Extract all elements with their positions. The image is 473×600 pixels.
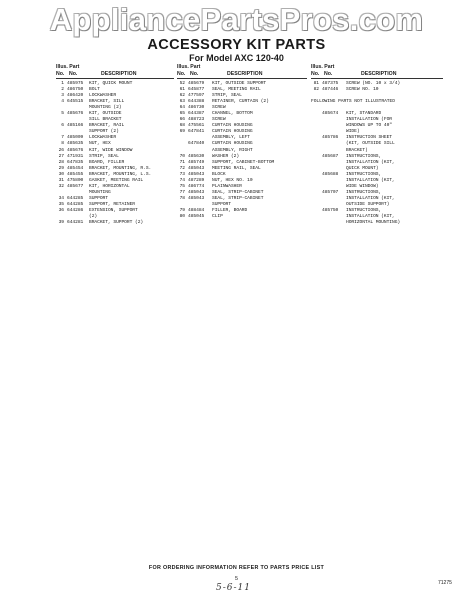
column-header-part-no: No.: [324, 71, 333, 77]
part-number: 485045: [188, 214, 205, 220]
part-number: 647840: [188, 141, 205, 147]
part-description: BOLT: [89, 87, 100, 93]
column-header-part-no: No.: [190, 71, 199, 77]
part-number: 644281: [67, 220, 84, 226]
parts-column-2: [177, 64, 307, 220]
part-description: EXTENSION, SUPPORT: [89, 207, 138, 213]
part-number: 485975: [67, 81, 84, 86]
part-description: CHANNEL, BOTTOM: [212, 111, 253, 117]
column-header-no: No.: [311, 71, 320, 77]
part-description: CURTAIN HOUSING: [212, 129, 253, 135]
part-description: CURTAIN HOUSING: [212, 141, 253, 147]
part-description: BRACKET, SILL: [89, 99, 125, 105]
illus-no: 73: [179, 171, 185, 177]
illus-no: 6: [61, 123, 64, 129]
part-number: 485786: [322, 135, 339, 141]
page-title: ACCESSORY KIT PARTS: [147, 37, 326, 53]
document-number: 71275: [438, 580, 452, 586]
part-number: 485688: [322, 171, 339, 177]
part-number: 488484: [188, 207, 205, 213]
part-description: CURTAIN HOUSING: [212, 123, 253, 129]
part-description: WINDOWS UP TO 40": [346, 123, 393, 129]
part-number: 486774: [188, 183, 205, 189]
column-header-row: [177, 71, 307, 79]
column-header-row: [56, 71, 174, 79]
column-header-no: No.: [56, 71, 65, 77]
part-description: (KIT, OUTSIDE SILL: [346, 141, 395, 147]
illus-no: 74: [179, 177, 185, 183]
part-number: 485043: [188, 171, 205, 177]
illus-no: 61: [179, 87, 185, 93]
part-description: CLIP: [212, 214, 223, 220]
column-header-description: DESCRIPTION: [101, 71, 137, 77]
part-description: INSTRUCTION SHEET: [346, 135, 393, 141]
part-number: 485009: [67, 135, 84, 141]
illus-no: 4: [61, 99, 64, 105]
illus-no: 26: [58, 147, 64, 153]
part-number: 645515: [67, 99, 84, 105]
part-number: 486730: [188, 105, 205, 111]
part-description: WASHER (2): [212, 153, 240, 159]
illus-no: 8: [61, 141, 64, 147]
part-number: 645877: [188, 87, 205, 93]
illus-no: 69: [179, 129, 185, 135]
illus-no: 3: [61, 93, 64, 99]
part-number: 488723: [188, 117, 205, 123]
part-description: INSTALLATION (KIT,: [346, 159, 395, 165]
part-description: KIT, WIDE WINDOW: [89, 147, 133, 153]
part-description: HORIZONTAL MOUNTING): [346, 220, 401, 226]
illus-no: 68: [179, 123, 185, 129]
part-number: 485674: [322, 111, 339, 117]
column-header-no: No.: [177, 71, 186, 77]
illus-no: 52: [179, 81, 185, 86]
illus-no: 28: [58, 159, 64, 165]
part-description: INSTRUCTIONS,: [346, 153, 382, 159]
part-number: 644388: [188, 99, 205, 105]
part-description: SUPPORT, CABINET-BOTTOM: [212, 159, 275, 165]
part-description: SILL BRACKET: [89, 117, 122, 123]
part-number: 485635: [67, 141, 84, 147]
part-description: LOCKWASHER: [89, 135, 117, 141]
part-description: SCREW (NO. 10 x 3/4): [346, 81, 401, 86]
part-number: 485677: [67, 183, 84, 189]
part-number: 477597: [188, 93, 205, 99]
illus-no: 81: [313, 81, 319, 86]
column-header-part-no: No.: [69, 71, 78, 77]
illus-no: 34: [58, 195, 64, 201]
handwritten-note: 5-6-11: [216, 583, 251, 593]
part-number: 475561: [188, 123, 205, 129]
model-subtitle: For Model AXC 120-40: [189, 53, 284, 63]
part-number: 485676: [67, 111, 84, 117]
part-number: 471931: [67, 153, 84, 159]
part-number: 487375: [322, 81, 339, 86]
part-description: NUT, HEX NO. 10: [212, 177, 253, 183]
part-description: SCREW: [212, 105, 226, 111]
part-number: 486750: [67, 87, 84, 93]
column-header-illus-part: Illus. Part: [311, 64, 335, 70]
part-number: 485750: [322, 207, 339, 213]
part-description: OUTSIDE SUPPORT): [346, 201, 390, 207]
part-number: 485454: [67, 165, 84, 171]
part-number: 485630: [188, 153, 205, 159]
part-description: ASSEMBLY, RIGHT: [212, 147, 253, 153]
illus-no: 7: [61, 135, 64, 141]
part-description: MOUNTING (2): [89, 105, 122, 111]
part-description: SEAL, MEETING RAIL: [212, 87, 261, 93]
illus-no: 66: [179, 117, 185, 123]
illus-no: 30: [58, 171, 64, 177]
part-description: MOUNTING: [89, 189, 111, 195]
illus-no: 72: [179, 165, 185, 171]
part-description: BRACKET, MOUNTING, R.S.: [89, 165, 152, 171]
part-number: 485749: [188, 159, 205, 165]
part-description: KIT, HORIZONTAL: [89, 183, 130, 189]
part-number: 485043: [188, 189, 205, 195]
part-description: WIDE WINDOW): [346, 183, 379, 189]
part-description: SEAL, STRIP-CABINET: [212, 195, 264, 201]
part-description: SCREW: [212, 117, 226, 123]
part-description: FOLLOWING PARTS NOT ILLUSTRATED: [311, 99, 395, 105]
part-number: 644387: [188, 111, 205, 117]
illus-no: 75: [179, 183, 185, 189]
illus-no: 63: [179, 99, 185, 105]
part-description: INSTRUCTIONS,: [346, 189, 382, 195]
part-number: 644285: [67, 201, 84, 207]
part-number: 485043: [188, 195, 205, 201]
illus-no: 2: [61, 87, 64, 93]
part-description: (2): [89, 214, 98, 220]
part-description: BLOCK: [212, 171, 226, 177]
part-number: 485679: [188, 81, 205, 86]
part-number: 485687: [322, 153, 339, 159]
part-description: SUPPORT (2): [89, 129, 119, 135]
part-description: STRIP, SEAL: [212, 93, 242, 99]
part-description: ASSEMBLY, LEFT: [212, 135, 250, 141]
illus-no: 27: [58, 153, 64, 159]
illus-no: 39: [58, 220, 64, 226]
part-description: INSTALLATION (KIT,: [346, 195, 395, 201]
part-number: 487289: [188, 177, 205, 183]
column-header-illus-part: Illus. Part: [56, 64, 80, 70]
part-description: PLAINWASHER: [212, 183, 242, 189]
illus-no: 64: [179, 105, 185, 111]
column-header-row: [311, 71, 443, 79]
part-description: SUPPORT, RETAINER: [89, 201, 136, 207]
illus-no: 29: [58, 165, 64, 171]
part-number: 486420: [67, 93, 84, 99]
part-number: 647841: [188, 129, 205, 135]
part-description: LOCKWASHER: [89, 93, 117, 99]
illus-no: 78: [179, 195, 185, 201]
illus-no: 65: [179, 111, 185, 117]
part-number: 485455: [67, 171, 84, 177]
part-description: SCREW NO. 10: [346, 87, 379, 93]
illus-no: 71: [179, 159, 185, 165]
part-description: MEETING RAIL, SEAL: [212, 165, 261, 171]
illus-no: 82: [313, 87, 319, 93]
part-description: INSTALLATION (KIT,: [346, 214, 395, 220]
column-header-description: DESCRIPTION: [361, 71, 397, 77]
illus-no: 32: [58, 183, 64, 189]
part-description: WIDE): [346, 129, 360, 135]
part-description: GASKET, MEETING RAIL: [89, 177, 144, 183]
part-description: BRACKET, MOUNTING, L.S.: [89, 171, 152, 177]
part-description: KIT, QUICK MOUNT: [89, 81, 133, 86]
parts-row: [56, 220, 174, 226]
illus-no: 1: [61, 81, 64, 86]
illus-no: 36: [58, 207, 64, 213]
part-description: INSTALLATION (KIT,: [346, 177, 395, 183]
part-number: 487446: [322, 87, 339, 93]
part-description: NUT, HEX: [89, 141, 111, 147]
part-description: STRIP, SEAL: [89, 153, 119, 159]
part-description: BOARD, FILLER: [89, 159, 125, 165]
part-description: INSTALLATION (FOR: [346, 117, 393, 123]
part-description: SEAL, STRIP-CABINET: [212, 189, 264, 195]
part-description: FILLER, BOARD: [212, 207, 248, 213]
parts-row: [177, 214, 307, 220]
part-description: BRACKET, SUPPORT (2): [89, 220, 144, 226]
column-header-illus-part: Illus. Part: [177, 64, 201, 70]
part-description: INSTRUCTIONS,: [346, 207, 382, 213]
part-number: 475800: [67, 177, 84, 183]
part-description: INSTRUCTIONS,: [346, 171, 382, 177]
part-number: 647835: [67, 159, 84, 165]
illus-no: 79: [179, 207, 185, 213]
part-number: 485676: [67, 147, 84, 153]
illus-no: 80: [179, 214, 185, 220]
part-description: SUPPORT: [89, 195, 108, 201]
part-description: KIT, OUTSIDE SUPPORT: [212, 81, 267, 86]
part-description: KIT, OUTSIDE: [89, 111, 122, 117]
parts-column-3: [311, 64, 443, 226]
part-number: 485707: [322, 189, 339, 195]
part-number: 485166: [67, 123, 84, 129]
page-number: 5: [235, 576, 238, 582]
part-number: 644286: [67, 207, 84, 213]
part-description: BRACKET): [346, 147, 368, 153]
parts-column-1: [56, 64, 174, 226]
parts-row: [311, 220, 443, 226]
part-description: RETAINER, CURTAIN (2): [212, 99, 269, 105]
illus-no: 77: [179, 189, 185, 195]
site-watermark: AppliancePartsPros.com: [49, 2, 424, 37]
part-description: QUICK MOUNT): [346, 165, 379, 171]
part-number: 485043: [188, 165, 205, 171]
illus-no: 70: [179, 153, 185, 159]
illus-no: 5: [61, 111, 64, 117]
illus-no: 62: [179, 93, 185, 99]
part-description: KIT, STANDARD: [346, 111, 382, 117]
illus-no: 35: [58, 201, 64, 207]
part-description: SUPPORT: [212, 201, 231, 207]
column-header-description: DESCRIPTION: [227, 71, 263, 77]
part-description: BRACKET, RAIL: [89, 123, 125, 129]
part-number: 644285: [67, 195, 84, 201]
ordering-info-footer: FOR ORDERING INFORMATION REFER TO PARTS PRICE LIST: [148, 565, 325, 571]
illus-no: 31: [58, 177, 64, 183]
